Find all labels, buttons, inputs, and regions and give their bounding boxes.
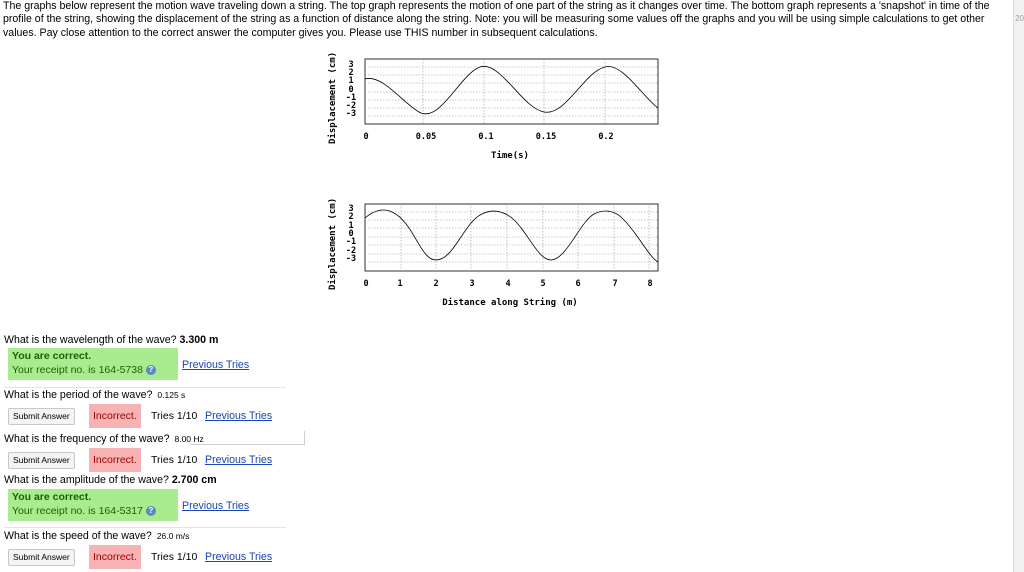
x-axis-label: Distance along String (m) <box>442 298 578 308</box>
y-tick: 3 <box>348 204 354 214</box>
incorrect-badge: Incorrect. <box>89 545 141 569</box>
y-tick: -2 <box>345 246 357 256</box>
help-icon[interactable]: ? <box>146 365 156 375</box>
y-tick: -1 <box>345 93 357 103</box>
amplitude-label: What is the amplitude of the wave? <box>4 474 169 486</box>
edge-label: 20 <box>1015 14 1024 23</box>
submit-answer-button[interactable]: Submit Answer <box>8 549 75 566</box>
y-tick: -2 <box>345 101 357 111</box>
period-question <box>4 389 185 401</box>
y-axis-label: Displacement (cm) <box>328 52 338 144</box>
previous-tries-link[interactable]: Previous Tries <box>205 454 273 466</box>
divider <box>4 527 286 528</box>
frequency-value[interactable]: 8.00 Hz <box>174 434 204 444</box>
tries-count: Tries 1/10 <box>151 454 198 466</box>
help-icon[interactable]: ? <box>146 506 156 516</box>
tries-count: Tries 1/10 <box>151 551 198 563</box>
speed-label: What is the speed of the wave? <box>4 530 152 542</box>
frequency-label: What is the frequency of the wave? <box>4 433 170 445</box>
correct-heading: You are correct. <box>12 491 92 503</box>
wavelength-answer: 3.300 m <box>179 334 219 346</box>
x-tick: 5 <box>540 279 546 289</box>
correct-feedback-amplitude <box>8 489 178 521</box>
y-tick: 1 <box>348 76 354 86</box>
x-tick: 0 <box>363 132 369 142</box>
x-tick: 4 <box>505 279 511 289</box>
y-tick: -1 <box>345 237 357 247</box>
correct-feedback-wavelength <box>8 348 178 380</box>
period-label: What is the period of the wave? <box>4 389 153 401</box>
x-tick: 1 <box>397 279 403 289</box>
x-tick: 0.05 <box>415 132 437 142</box>
x-tick: 6 <box>575 279 581 289</box>
distance-graph <box>322 198 672 310</box>
time-graph <box>322 52 672 164</box>
y-tick: 1 <box>348 221 354 231</box>
x-tick: 0.1 <box>478 132 494 142</box>
frequency-question <box>4 433 204 445</box>
divider <box>4 387 286 388</box>
previous-tries-link[interactable]: Previous Tries <box>205 410 273 422</box>
scrollbar[interactable] <box>1013 0 1024 572</box>
previous-tries-link[interactable]: Previous Tries <box>205 551 273 563</box>
frequency-input-box[interactable] <box>190 431 305 445</box>
wavelength-label: What is the wavelength of the wave? <box>4 334 177 346</box>
y-axis-label: Displacement (cm) <box>328 198 338 290</box>
amplitude-question <box>4 474 217 486</box>
y-tick: -3 <box>345 254 357 264</box>
correct-heading: You are correct. <box>12 350 92 362</box>
speed-value[interactable]: 26.0 m/s <box>156 531 190 541</box>
incorrect-badge: Incorrect. <box>89 448 141 472</box>
previous-tries-link[interactable]: Previous Tries <box>182 359 250 371</box>
receipt-number: Your receipt no. is 164-5317 <box>12 504 143 517</box>
y-tick: 2 <box>348 212 354 222</box>
x-tick: 7 <box>612 279 618 289</box>
speed-question <box>4 530 189 542</box>
amplitude-answer: 2.700 cm <box>171 474 217 486</box>
x-tick: 8 <box>647 279 653 289</box>
x-tick: 0.15 <box>535 132 557 142</box>
previous-tries-link[interactable]: Previous Tries <box>182 500 250 512</box>
wavelength-question <box>4 334 218 346</box>
y-tick: 2 <box>348 68 354 78</box>
x-tick: 0.2 <box>598 132 614 142</box>
tries-count: Tries 1/10 <box>151 410 198 422</box>
y-tick: 0 <box>348 229 354 239</box>
y-tick: 3 <box>348 60 354 70</box>
x-tick: 0 <box>363 279 369 289</box>
x-tick: 3 <box>469 279 475 289</box>
period-value[interactable]: 0.125 s <box>157 390 186 400</box>
x-axis-label: Time(s) <box>491 151 529 161</box>
receipt-number: Your receipt no. is 164-5738 <box>12 363 143 376</box>
submit-answer-button[interactable]: Submit Answer <box>8 452 75 469</box>
submit-answer-button[interactable]: Submit Answer <box>8 408 75 425</box>
problem-description: The graphs below represent the motion wave traveling down a string. The top graph represents the motion of one part of the string as it changes over time. The bottom graph represents a 'snapshot' in time of the profile of the string, showing the displacement of the string as a function of distance along the string. Note: you will be measuring some values off the graphs and you will be using simple calculations to get other values. Pay close attention to the correct answer the computer gives you. Please use THIS number in subsequent calculations. <box>3 0 990 39</box>
y-tick: -3 <box>345 109 357 119</box>
incorrect-badge: Incorrect. <box>89 404 141 428</box>
x-tick: 2 <box>433 279 439 289</box>
y-tick: 0 <box>348 85 354 95</box>
